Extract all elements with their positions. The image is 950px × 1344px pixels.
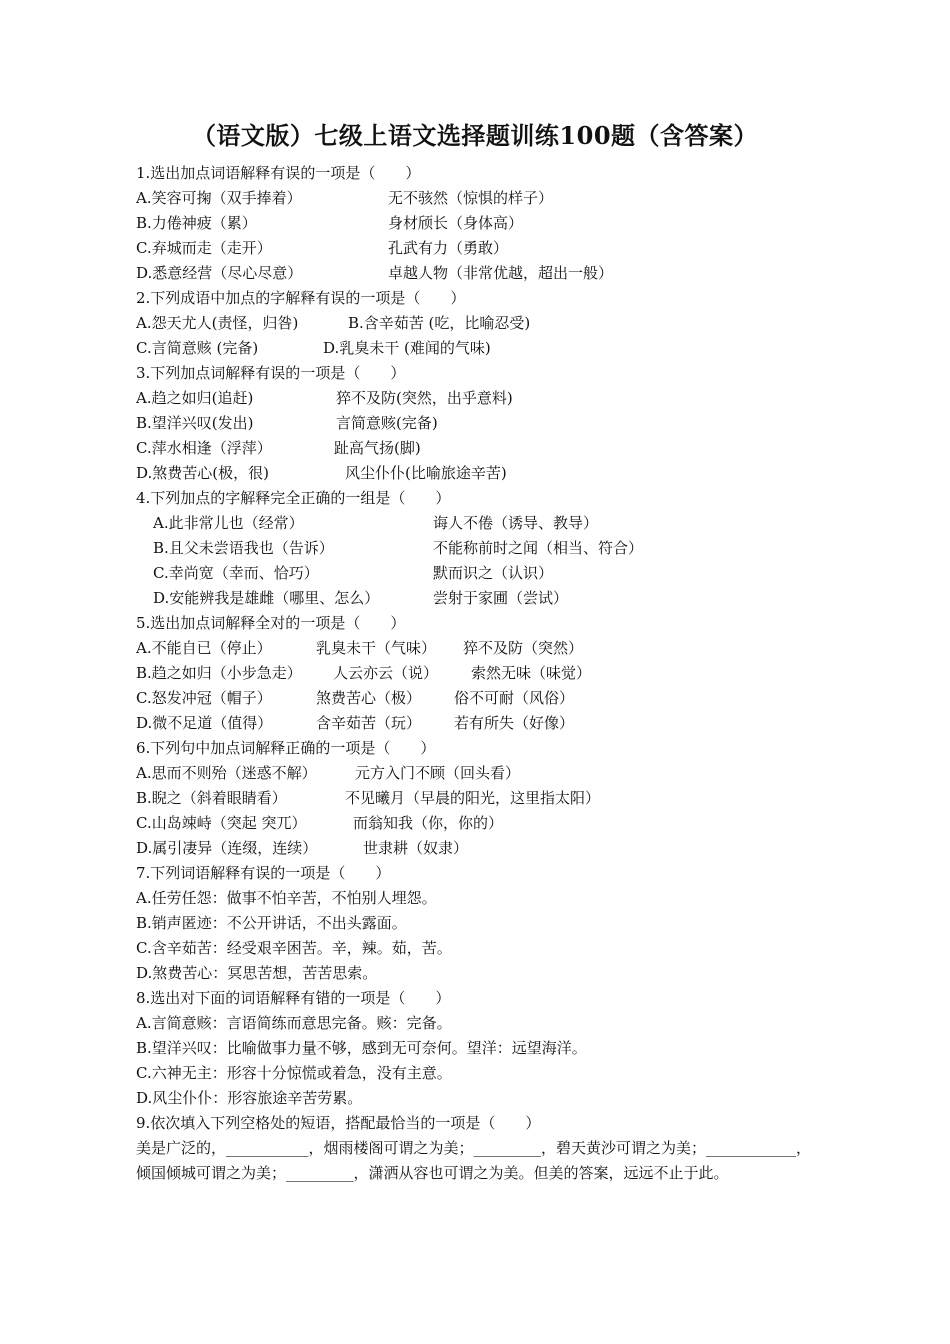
q8-option-a: A.言简意赅：言语简练而意思完备。赅：完备。 [136,1014,452,1032]
q3-option-b-2: 言简意赅(完备) [336,414,438,432]
q6-option-c-2: 而翁知我（你，你的） [353,814,504,832]
q6-option-b-2: 不见曦月（早晨的阳光，这里指太阳） [345,789,601,807]
q2-option-c: C.言简意赅 (完备) [136,339,259,357]
q5-option-a-3: 猝不及防（突然） [463,639,584,657]
q1-option-c-2: 孔武有力（勇敢） [388,239,509,257]
q6-option-b: B.睨之（斜着眼睛看） [136,789,287,807]
q5-option-a: A.不能自已（停止） [136,639,272,657]
q4-option-c-2: 默而识之（认识） [433,564,554,582]
q3-option-c: C.萍水相逢（浮萍） [136,439,272,457]
q5-option-a-2: 乳臭未干（气味） [316,639,437,657]
q6-option-a: A.思而不则殆（迷惑不解） [136,764,317,782]
q4-option-c: C.幸尚宽（幸而、恰巧） [153,564,319,582]
q7-option-a: A.任劳任怨：做事不怕辛苦，不怕别人埋怨。 [136,889,437,907]
q4-option-a-2: 诲人不倦（诱导、教导） [433,514,599,532]
question-7-stem: 7.下列词语解释有误的一项是（ ） [136,864,391,882]
q6-option-d-2: 世隶耕（奴隶） [363,839,469,857]
q2-option-d: D.乳臭未干 (难闻的气味) [323,339,491,357]
question-5-stem: 5.选出加点词解释全对的一项是（ ） [136,614,406,632]
q2-option-a: A.怨天尤人(责怪，归咎) [136,314,299,332]
q5-option-c-2: 煞费苦心（极） [316,689,422,707]
question-1-stem: 1.选出加点词语解释有误的一项是（ ） [136,164,421,182]
question-6-stem: 6.下列句中加点词解释正确的一项是（ ） [136,739,436,757]
q9-passage: 美是广泛的，___________，烟雨楼阁可谓之为美；_________，碧天黄沙可谓之为美；____________，倾国倾城可谓之为美；_________，潇洒从容也可谓之为美。但美的答案，远远不止于此。 [136,1139,812,1182]
q5-option-d-2: 含辛茹苦（玩） [316,714,422,732]
q1-option-a: A.笑容可掬（双手捧着） [136,189,302,207]
q3-option-a: A.趋之如归(追赶) [136,389,254,407]
q2-option-b: B.含辛茹苦 (吃，比喻忍受) [348,314,531,332]
question-8-stem: 8.选出对下面的词语解释有错的一项是（ ） [136,989,451,1007]
q3-option-d: D.煞费苦心(极，很) [136,464,269,482]
q8-option-b: B.望洋兴叹：比喻做事力量不够，感到无可奈何。望洋：远望海洋。 [136,1039,587,1057]
q1-option-d: D.悉意经营（尽心尽意） [136,264,303,282]
q3-option-a-2: 猝不及防(突然，出乎意料) [336,389,513,407]
q5-option-d-3: 若有所失（好像） [454,714,575,732]
q7-option-b: B.销声匿迹：不公开讲话，不出头露面。 [136,914,407,932]
q5-option-b-3: 索然无味（味觉） [471,664,592,682]
question-2-stem: 2.下列成语中加点的字解释有误的一项是（ ） [136,289,466,307]
document-title: （语文版）七级上语文选择题训练100题（含答案） [191,121,759,150]
q3-option-c-2: 趾高气扬(脚) [334,439,421,457]
question-9-stem: 9.依次填入下列空格处的短语，搭配最恰当的一项是（ ） [136,1114,541,1132]
q3-option-d-2: 风尘仆仆(比喻旅途辛苦) [345,464,507,482]
q1-option-a-2: 无不骇然（惊惧的样子） [388,189,554,207]
q5-option-d: D.微不足道（值得） [136,714,273,732]
q5-option-c: C.怒发冲冠（帽子） [136,689,272,707]
q4-option-d-2: 尝射于家圃（尝试） [433,589,569,607]
q4-option-a: A.此非常儿也（经常） [153,514,304,532]
question-3-stem: 3.下列加点词解释有误的一项是（ ） [136,364,406,382]
q6-option-a-2: 元方入门不顾（回头看） [355,764,521,782]
q5-option-b: B.趋之如归（小步急走） [136,664,302,682]
q7-option-d: D.煞费苦心：冥思苦想，苦苦思索。 [136,964,378,982]
q3-option-b: B.望洋兴叹(发出) [136,414,254,432]
q6-option-d: D.属引凄异（连缀，连续） [136,839,318,857]
q7-option-c: C.含辛茹苦：经受艰辛困苦。辛，辣。茹，苦。 [136,939,452,957]
q1-option-b: B.力倦神疲（累） [136,214,257,232]
q5-option-c-3: 俗不可耐（风俗） [454,689,575,707]
q5-option-b-2: 人云亦云（说） [333,664,439,682]
q1-option-c: C.弃城而走（走开） [136,239,272,257]
question-4-stem: 4.下列加点的字解释完全正确的一组是（ ） [136,489,451,507]
q8-option-c: C.六神无主：形容十分惊慌或着急，没有主意。 [136,1064,452,1082]
q8-option-d: D.风尘仆仆：形容旅途辛苦劳累。 [136,1089,363,1107]
q6-option-c: C.山岛竦峙（突起 突兀） [136,814,307,832]
q4-option-b: B.且父未尝语我也（告诉） [153,539,334,557]
q1-option-d-2: 卓越人物（非常优越，超出一般） [388,264,614,282]
q4-option-d: D.安能辨我是雄雌（哪里、怎么） [153,589,380,607]
q1-option-b-2: 身材颀长（身体高） [388,214,524,232]
q4-option-b-2: 不能称前时之闻（相当、符合） [433,539,644,557]
